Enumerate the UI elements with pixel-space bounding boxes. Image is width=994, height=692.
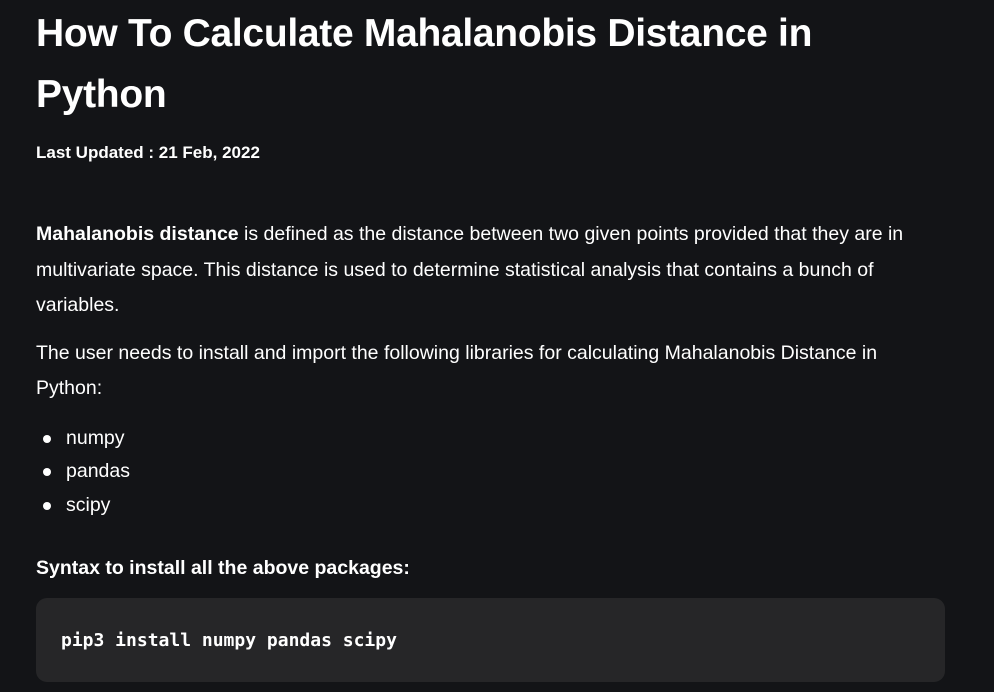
list-item — [36, 422, 945, 456]
intro-text: is defined as the distance between two given points provided that they are in multivariate space. This distance is used to determine statistical analysis that contains a bunch of variables. — [36, 223, 904, 316]
code-text[interactable]: pip3 install numpy pandas scipy — [61, 629, 397, 651]
last-updated-date: Last Updated : 21 Feb, 2022 — [36, 143, 260, 162]
library-list — [36, 422, 945, 523]
code-block[interactable] — [36, 598, 945, 682]
library-name: scipy — [66, 493, 111, 516]
library-name: pandas — [66, 460, 130, 482]
library-name: numpy — [66, 426, 125, 449]
article-title: How To Calculate Mahalanobis Distance in Python — [36, 12, 813, 116]
bullet-icon — [43, 502, 51, 510]
syntax-heading: Syntax to install all the above packages: — [36, 557, 410, 579]
bullet-icon — [43, 468, 51, 476]
list-item — [36, 489, 945, 523]
intro-paragraph — [36, 217, 945, 324]
requirements-paragraph: The user needs to install and import the following libraries for calculating Mahalanobis Distance in Python: — [36, 341, 878, 399]
bullet-icon — [43, 435, 51, 443]
list-item — [36, 455, 945, 489]
intro-term: Mahalanobis distance — [36, 223, 239, 245]
